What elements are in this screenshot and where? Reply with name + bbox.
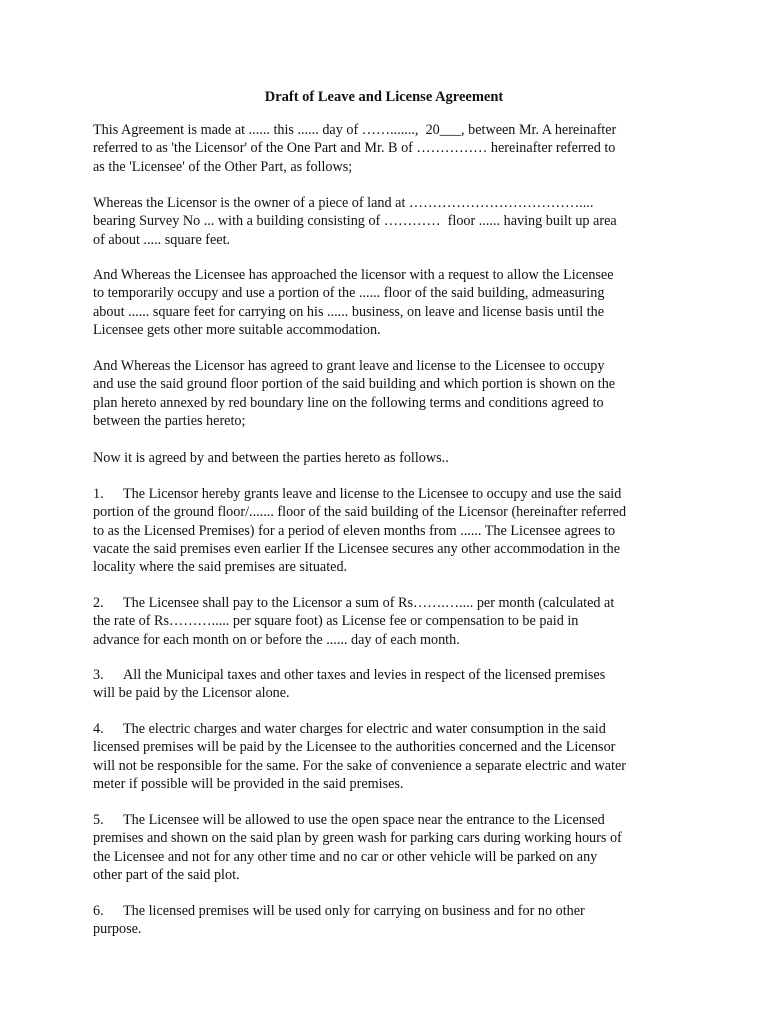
clause-5 bbox=[93, 811, 693, 884]
clause-number: 4. bbox=[93, 721, 104, 737]
text-line: will not be responsible for the same. For the sake of convenience a separate electric and water bbox=[93, 757, 626, 774]
paragraph-whereas-3 bbox=[93, 357, 693, 430]
text-line: This Agreement is made at ...... this ...... day of ……......., 20___, between Mr. A hereinafter bbox=[93, 122, 617, 138]
text-line: vacate the said premises even earlier If the Licensee secures any other accommodation in the bbox=[93, 540, 621, 557]
text-line: the rate of Rs………..... per square foot) as License fee or compensation to be paid in bbox=[93, 613, 579, 630]
clause-4 bbox=[93, 720, 693, 793]
text-line: bearing Survey No ... with a building consisting of ………… floor ...... having built up area bbox=[93, 213, 617, 230]
text-line: as the 'Licensee' of the Other Part, as follows; bbox=[93, 158, 353, 175]
text-line: to as the Licensed Premises) for a period of eleven months from ...... The Licensee agrees to bbox=[93, 522, 616, 539]
text-line: locality where the said premises are situated. bbox=[93, 559, 348, 576]
clause-text: The Licensor hereby grants leave and license to the Licensee to occupy and use the said bbox=[123, 486, 622, 502]
text-line: And Whereas the Licensee has approached the licensor with a request to allow the Licensee bbox=[93, 267, 614, 283]
clause-number: 2. bbox=[93, 595, 104, 611]
text-line: premises and shown on the said plan by green wash for parking cars during working hours of bbox=[93, 830, 622, 847]
clause-2 bbox=[93, 594, 693, 649]
text-line: Whereas the Licensor is the owner of a piece of land at ……………………………….... bbox=[93, 195, 594, 211]
text-line: and use the said ground floor portion of the said building and which portion is shown on the bbox=[93, 376, 616, 393]
text-line: of about ..... square feet. bbox=[93, 231, 231, 248]
text-line: Licensee gets other more suitable accommodation. bbox=[93, 321, 381, 338]
clause-number: 3. bbox=[93, 667, 104, 683]
clause-number: 1. bbox=[93, 486, 104, 502]
clause-number: 5. bbox=[93, 812, 104, 828]
paragraph-agreed bbox=[93, 449, 693, 467]
paragraph-whereas-1 bbox=[93, 194, 693, 249]
clause-text: The Licensee shall pay to the Licensor a sum of Rs…….….... per month (calculated at bbox=[123, 595, 615, 611]
text-line: other part of the said plot. bbox=[93, 866, 240, 883]
text-line: plan hereto annexed by red boundary line on the following terms and conditions agreed to bbox=[93, 394, 604, 411]
paragraph-intro bbox=[93, 121, 693, 176]
text-line: advance for each month on or before the ...... day of each month. bbox=[93, 631, 460, 648]
text-line: meter if possible will be provided in the said premises. bbox=[93, 775, 404, 792]
clause-text: The licensed premises will be used only for carrying on business and for no other bbox=[123, 903, 585, 919]
clause-text: All the Municipal taxes and other taxes and levies in respect of the licensed premises bbox=[123, 667, 606, 683]
text-line: portion of the ground floor/....... floor of the said building of the Licensor (hereinafter referred bbox=[93, 504, 627, 521]
text-line: Now it is agreed by and between the parties hereto as follows.. bbox=[93, 450, 449, 466]
paragraph-whereas-2 bbox=[93, 266, 693, 339]
text-line: And Whereas the Licensor has agreed to grant leave and license to the Licensee to occupy bbox=[93, 358, 605, 374]
document-title: Draft of Leave and License Agreement bbox=[264, 89, 504, 105]
text-line: referred to as 'the Licensor' of the One Part and Mr. B of …………… hereinafter referred to bbox=[93, 140, 616, 157]
clause-1 bbox=[93, 485, 693, 576]
text-line: to temporarily occupy and use a portion of the ...... floor of the said building, admeasuring bbox=[93, 285, 605, 302]
clause-text: The Licensee will be allowed to use the open space near the entrance to the Licensed bbox=[123, 812, 605, 828]
clause-text: The electric charges and water charges for electric and water consumption in the said bbox=[123, 721, 606, 737]
text-line: about ...... square feet for carrying on his ...... business, on leave and license basis until the bbox=[93, 303, 605, 320]
clause-6 bbox=[93, 902, 693, 939]
clause-3 bbox=[93, 666, 693, 703]
text-line: between the parties hereto; bbox=[93, 412, 246, 429]
clause-number: 6. bbox=[93, 903, 104, 919]
text-line: licensed premises will be paid by the Licensee to the authorities concerned and the Licensor bbox=[93, 739, 616, 756]
text-line: the Licensee and not for any other time and no car or other vehicle will be parked on any bbox=[93, 848, 598, 865]
text-line: will be paid by the Licensor alone. bbox=[93, 685, 290, 702]
text-line: purpose. bbox=[93, 921, 142, 938]
